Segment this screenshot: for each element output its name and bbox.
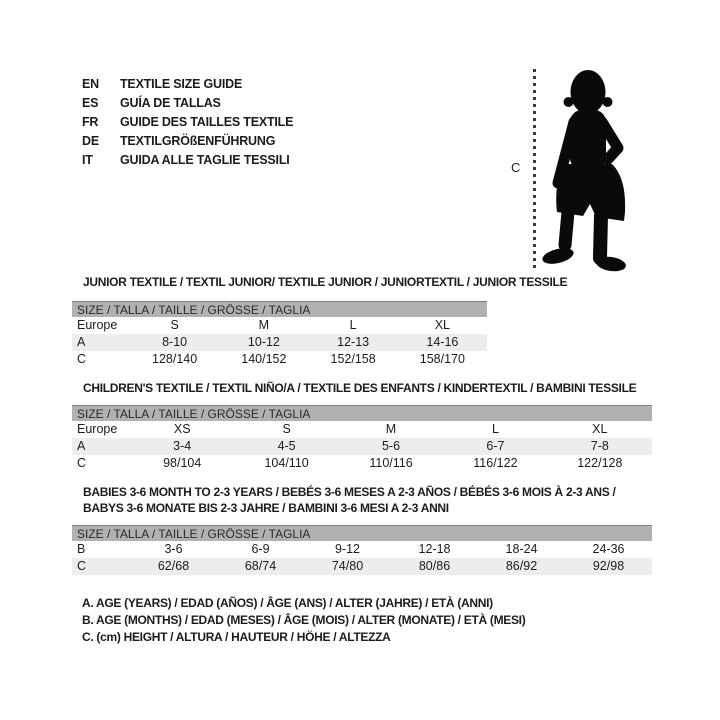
table-cell: 10-12	[247, 335, 280, 349]
table-cell: 7-8	[590, 439, 609, 453]
size-header-bar: SIZE / TALLA / TAILLE / GRÖSSE / TAGLIA	[72, 525, 652, 541]
table-title-line: BABYS 3-6 MONATE BIS 2-3 JAHRE / BAMBINI 3-6 MESI A 2-3 ANNI	[83, 501, 449, 515]
row-label: C	[77, 456, 87, 470]
language-label: TEXTILGRÖßENFÜHRUNG	[120, 134, 276, 148]
size-header-bar: SIZE / TALLA / TAILLE / GRÖSSE / TAGLIA	[72, 405, 652, 421]
table-cell: 98/104	[163, 456, 202, 470]
table-row	[72, 558, 652, 575]
babies-table-title	[83, 484, 615, 516]
childrens-table-title	[83, 380, 636, 396]
table-cell: 4-5	[277, 439, 296, 453]
language-row	[82, 75, 293, 94]
table-cell: XL	[434, 318, 451, 332]
size-header-bar: SIZE / TALLA / TAILLE / GRÖSSE / TAGLIA	[72, 301, 487, 317]
row-label: A	[77, 439, 86, 453]
language-code: EN	[82, 77, 99, 91]
table-cell: XS	[173, 422, 191, 436]
row-label: A	[77, 335, 86, 349]
language-code: ES	[82, 96, 99, 110]
table-row	[72, 438, 652, 455]
table-cell: M	[385, 422, 397, 436]
language-code: IT	[82, 153, 93, 167]
table-cell: 6-9	[251, 542, 270, 556]
table-cell: 18-24	[505, 542, 538, 556]
table-row	[72, 334, 487, 351]
table-cell: 158/170	[419, 352, 465, 366]
footnote-line: C. (cm) HEIGHT / ALTURA / HAUTEUR / HÖHE / ALTEZZA	[82, 630, 391, 644]
table-cell: 24-36	[592, 542, 625, 556]
table-cell: 116/122	[473, 456, 518, 470]
language-label: GUÍA DE TALLAS	[120, 96, 221, 110]
table-cell: L	[491, 422, 499, 436]
table-row	[72, 541, 652, 558]
table-cell: XL	[592, 422, 608, 436]
row-label: B	[77, 542, 86, 556]
language-row	[82, 151, 293, 170]
table-cell: 62/68	[157, 559, 190, 573]
table-cell: 8-10	[162, 335, 188, 349]
table-cell: 128/140	[152, 352, 198, 366]
table-cell: 140/152	[241, 352, 287, 366]
table-cell: 86/92	[505, 559, 538, 573]
table-title-line: CHILDREN'S TEXTILE / TEXTIL NIÑO/A / TEXTILE DES ENFANTS / KINDERTEXTIL / BAMBINI TESSILE	[83, 381, 637, 395]
language-row	[82, 113, 293, 132]
language-label: GUIDA ALLE TAGLIE TESSILI	[120, 153, 290, 167]
table-cell: 74/80	[331, 559, 364, 573]
table-cell: 12-13	[337, 335, 370, 349]
table-cell: 5-6	[381, 439, 401, 453]
language-label: TEXTILE SIZE GUIDE	[120, 77, 243, 91]
table-cell: 3-6	[164, 542, 183, 556]
language-list	[82, 75, 293, 170]
table-title-line: BABIES 3-6 MONTH TO 2-3 YEARS / BEBÉS 3-6 MESES A 2-3 AÑOS / BÉBÉS 3-6 MOIS À 2-3 ANS /	[83, 485, 616, 499]
table-cell: 9-12	[334, 542, 361, 556]
table-cell: 14-16	[426, 335, 459, 349]
footnote-line: A. AGE (YEARS) / EDAD (AÑOS) / ÂGE (ANS) / ALTER (JAHRE) / ETÀ (ANNI)	[82, 596, 493, 610]
size-table-1	[72, 301, 487, 368]
table-row	[72, 317, 487, 334]
table-row	[72, 455, 652, 472]
table-cell: 80/86	[418, 559, 451, 573]
footnotes	[82, 595, 525, 646]
language-code: FR	[82, 115, 99, 129]
table-row	[72, 351, 487, 368]
table-cell: 122/128	[577, 456, 623, 470]
row-label: C	[77, 352, 87, 366]
table-cell: 104/110	[264, 456, 309, 470]
table-row	[72, 421, 652, 438]
footnote-line: B. AGE (MONTHS) / EDAD (MESES) / ÂGE (MOIS) / ALTER (MONATE) / ETÀ (MESI)	[82, 613, 526, 627]
size-table-3	[72, 525, 652, 575]
language-row	[82, 94, 293, 113]
table-cell: 68/74	[244, 559, 277, 573]
table-cell: 6-7	[486, 439, 505, 453]
row-label: C	[77, 559, 87, 573]
table-title-line: JUNIOR TEXTILE / TEXTIL JUNIOR/ TEXTILE JUNIOR / JUNIORTEXTIL / JUNIOR TESSILE	[83, 275, 568, 289]
size-table-2	[72, 405, 652, 472]
toddler-silhouette	[540, 64, 634, 274]
row-label: Europe	[77, 318, 118, 332]
table-cell: 12-18	[418, 542, 451, 556]
language-label: GUIDE DES TAILLES TEXTILE	[120, 115, 294, 129]
table-cell: 110/116	[369, 456, 413, 470]
row-label: Europe	[77, 422, 118, 436]
table-cell: M	[258, 318, 270, 332]
table-cell: L	[349, 318, 357, 332]
table-cell: 92/98	[592, 559, 625, 573]
table-cell: S	[282, 422, 291, 436]
language-code: DE	[82, 134, 99, 148]
table-cell: S	[170, 318, 179, 332]
junior-table-title	[83, 274, 567, 290]
table-cell: 3-4	[173, 439, 192, 453]
height-c-label: C	[511, 160, 521, 175]
language-row	[82, 132, 293, 151]
table-cell: 152/158	[330, 352, 376, 366]
height-dashed-line	[533, 69, 536, 268]
